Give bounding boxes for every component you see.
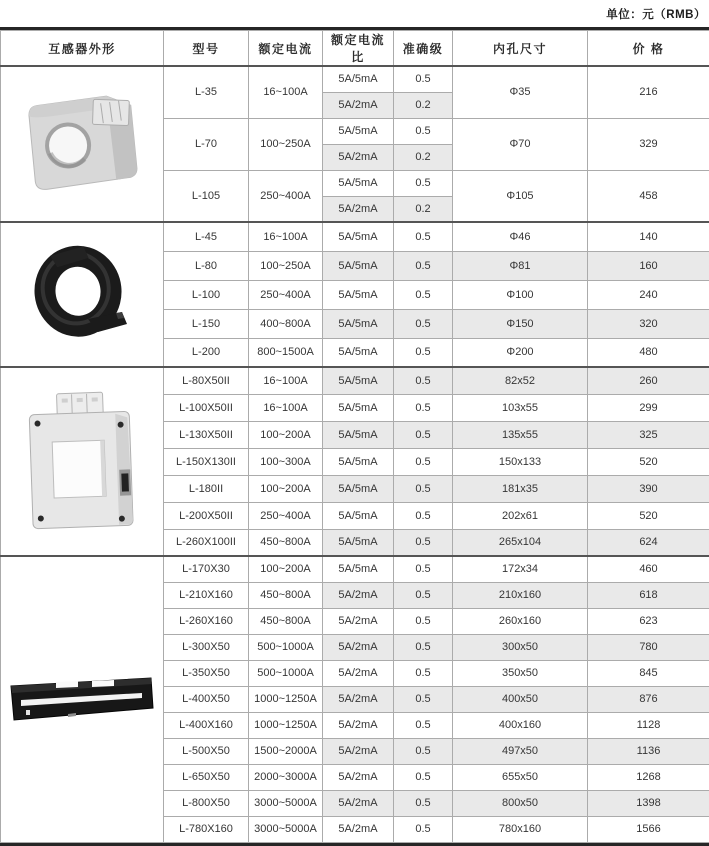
- accuracy-class-cell: 0.5: [394, 475, 453, 502]
- price-cell: 260: [588, 367, 709, 394]
- accuracy-class-cell: 0.5: [394, 582, 453, 608]
- hole-size-cell: 400x50: [453, 686, 588, 712]
- model-cell: L-70: [164, 118, 249, 170]
- accuracy-class-cell: 0.5: [394, 251, 453, 280]
- rated-current-cell: 16~100A: [249, 367, 323, 394]
- hole-size-cell: Φ81: [453, 251, 588, 280]
- model-cell: L-500X50: [164, 738, 249, 764]
- current-ratio-cell: 5A/5mA: [323, 448, 394, 475]
- rated-current-cell: 250~400A: [249, 170, 323, 222]
- model-cell: L-200: [164, 338, 249, 367]
- hole-size-cell: 300x50: [453, 634, 588, 660]
- model-cell: L-780X160: [164, 816, 249, 842]
- price-cell: 624: [588, 529, 709, 556]
- rated-current-cell: 100~200A: [249, 556, 323, 582]
- price-cell: 1566: [588, 816, 709, 842]
- model-cell: L-130X50II: [164, 421, 249, 448]
- current-ratio-cell: 5A/2mA: [323, 634, 394, 660]
- current-ratio-cell: 5A/5mA: [323, 170, 394, 196]
- hole-size-cell: 150x133: [453, 448, 588, 475]
- model-cell: L-80: [164, 251, 249, 280]
- rated-current-cell: 450~800A: [249, 608, 323, 634]
- price-cell: 320: [588, 309, 709, 338]
- current-ratio-cell: 5A/5mA: [323, 222, 394, 251]
- hole-size-cell: 172x34: [453, 556, 588, 582]
- accuracy-class-cell: 0.5: [394, 712, 453, 738]
- current-ratio-cell: 5A/5mA: [323, 475, 394, 502]
- rated-current-cell: 1000~1250A: [249, 712, 323, 738]
- hole-size-cell: 800x50: [453, 790, 588, 816]
- model-cell: L-300X50: [164, 634, 249, 660]
- model-cell: L-650X50: [164, 764, 249, 790]
- price-cell: 480: [588, 338, 709, 367]
- model-cell: L-800X50: [164, 790, 249, 816]
- price-cell: 325: [588, 421, 709, 448]
- product-photo-cell: [1, 66, 164, 222]
- current-ratio-cell: 5A/2mA: [323, 816, 394, 842]
- accuracy-class-cell: 0.5: [394, 816, 453, 842]
- current-ratio-cell: 5A/5mA: [323, 394, 394, 421]
- current-ratio-cell: 5A/5mA: [323, 251, 394, 280]
- current-ratio-cell: 5A/2mA: [323, 92, 394, 118]
- rated-current-cell: 3000~5000A: [249, 816, 323, 842]
- current-ratio-cell: 5A/2mA: [323, 196, 394, 222]
- accuracy-class-cell: 0.5: [394, 309, 453, 338]
- accuracy-class-cell: 0.5: [394, 421, 453, 448]
- current-ratio-cell: 5A/2mA: [323, 608, 394, 634]
- current-ratio-cell: 5A/2mA: [323, 738, 394, 764]
- current-ratio-cell: 5A/5mA: [323, 421, 394, 448]
- model-cell: L-35: [164, 66, 249, 118]
- rated-current-cell: 450~800A: [249, 529, 323, 556]
- accuracy-class-cell: 0.5: [394, 608, 453, 634]
- accuracy-class-cell: 0.5: [394, 66, 453, 92]
- accuracy-class-cell: 0.5: [394, 660, 453, 686]
- price-cell: 618: [588, 582, 709, 608]
- price-cell: 780: [588, 634, 709, 660]
- price-cell: 240: [588, 280, 709, 309]
- hole-size-cell: Φ70: [453, 118, 588, 170]
- hole-size-cell: Φ200: [453, 338, 588, 367]
- price-cell: 1128: [588, 712, 709, 738]
- rated-current-cell: 16~100A: [249, 222, 323, 251]
- current-ratio-cell: 5A/5mA: [323, 309, 394, 338]
- accuracy-class-cell: 0.5: [394, 502, 453, 529]
- hole-size-cell: Φ35: [453, 66, 588, 118]
- price-cell: 1398: [588, 790, 709, 816]
- current-ratio-cell: 5A/2mA: [323, 790, 394, 816]
- accuracy-class-cell: 0.2: [394, 196, 453, 222]
- price-cell: 460: [588, 556, 709, 582]
- unit-label: 单位：元（RMB）: [606, 6, 706, 22]
- product-photo-cell: [1, 367, 164, 556]
- hole-size-cell: Φ100: [453, 280, 588, 309]
- model-cell: L-105: [164, 170, 249, 222]
- accuracy-class-cell: 0.5: [394, 764, 453, 790]
- price-cell: 390: [588, 475, 709, 502]
- price-cell: 299: [588, 394, 709, 421]
- model-cell: L-100X50II: [164, 394, 249, 421]
- model-cell: L-100: [164, 280, 249, 309]
- hole-size-cell: Φ150: [453, 309, 588, 338]
- column-header-price: 价 格: [588, 31, 709, 67]
- rated-current-cell: 250~400A: [249, 502, 323, 529]
- rated-current-cell: 100~250A: [249, 118, 323, 170]
- hole-size-cell: Φ105: [453, 170, 588, 222]
- current-ratio-cell: 5A/5mA: [323, 529, 394, 556]
- product-photo-cell: [1, 222, 164, 367]
- transformer-table-body: [1, 66, 709, 842]
- busbar-slot-transformer-photo: [6, 670, 158, 726]
- rated-current-cell: 500~1000A: [249, 660, 323, 686]
- price-cell: 216: [588, 66, 709, 118]
- column-header-model: 型号: [164, 31, 249, 67]
- table-row: [1, 66, 709, 92]
- hole-size-cell: 103x55: [453, 394, 588, 421]
- price-cell: 160: [588, 251, 709, 280]
- table-frame: [0, 27, 709, 846]
- model-cell: L-150: [164, 309, 249, 338]
- model-cell: L-80X50II: [164, 367, 249, 394]
- rated-current-cell: 1500~2000A: [249, 738, 323, 764]
- price-cell: 1268: [588, 764, 709, 790]
- rated-current-cell: 100~250A: [249, 251, 323, 280]
- current-ratio-cell: 5A/2mA: [323, 660, 394, 686]
- hole-size-cell: 260x160: [453, 608, 588, 634]
- hole-size-cell: 780x160: [453, 816, 588, 842]
- price-cell: 845: [588, 660, 709, 686]
- product-photo-cell: [1, 556, 164, 842]
- price-cell: 329: [588, 118, 709, 170]
- table-row: [1, 367, 709, 394]
- rated-current-cell: 500~1000A: [249, 634, 323, 660]
- accuracy-class-cell: 0.5: [394, 686, 453, 712]
- current-ratio-cell: 5A/2mA: [323, 712, 394, 738]
- column-header-appearance: 互感器外形: [1, 31, 164, 67]
- accuracy-class-cell: 0.5: [394, 118, 453, 144]
- current-ratio-cell: 5A/5mA: [323, 118, 394, 144]
- accuracy-class-cell: 0.5: [394, 529, 453, 556]
- accuracy-class-cell: 0.5: [394, 790, 453, 816]
- accuracy-class-cell: 0.5: [394, 556, 453, 582]
- model-cell: L-45: [164, 222, 249, 251]
- rated-current-cell: 2000~3000A: [249, 764, 323, 790]
- price-cell: 623: [588, 608, 709, 634]
- hole-size-cell: 655x50: [453, 764, 588, 790]
- price-cell: 458: [588, 170, 709, 222]
- column-header-accuracy-class: 准确级: [394, 31, 453, 67]
- model-cell: L-400X160: [164, 712, 249, 738]
- accuracy-class-cell: 0.5: [394, 448, 453, 475]
- rated-current-cell: 1000~1250A: [249, 686, 323, 712]
- rated-current-cell: 16~100A: [249, 66, 323, 118]
- price-cell: 520: [588, 502, 709, 529]
- table-row: [1, 556, 709, 582]
- rated-current-cell: 100~200A: [249, 475, 323, 502]
- accuracy-class-cell: 0.5: [394, 222, 453, 251]
- price-cell: 140: [588, 222, 709, 251]
- accuracy-class-cell: 0.5: [394, 394, 453, 421]
- model-cell: L-210X160: [164, 582, 249, 608]
- rated-current-cell: 400~800A: [249, 309, 323, 338]
- hole-size-cell: Φ46: [453, 222, 588, 251]
- accuracy-class-cell: 0.5: [394, 738, 453, 764]
- rated-current-cell: 3000~5000A: [249, 790, 323, 816]
- rated-current-cell: 250~400A: [249, 280, 323, 309]
- accuracy-class-cell: 0.5: [394, 170, 453, 196]
- accuracy-class-cell: 0.5: [394, 634, 453, 660]
- column-header-current-ratio: 额定电流比: [323, 31, 394, 67]
- round-hole-box-transformer-photo: [18, 90, 146, 196]
- hole-size-cell: 265x104: [453, 529, 588, 556]
- hole-size-cell: 350x50: [453, 660, 588, 686]
- hole-size-cell: 497x50: [453, 738, 588, 764]
- column-header-rated-current: 额定电流: [249, 31, 323, 67]
- current-ratio-cell: 5A/5mA: [323, 66, 394, 92]
- current-ratio-cell: 5A/2mA: [323, 582, 394, 608]
- model-cell: L-350X50: [164, 660, 249, 686]
- hole-size-cell: 210x160: [453, 582, 588, 608]
- rated-current-cell: 100~300A: [249, 448, 323, 475]
- hole-size-cell: 181x35: [453, 475, 588, 502]
- model-cell: L-180II: [164, 475, 249, 502]
- price-cell: 1136: [588, 738, 709, 764]
- accuracy-class-cell: 0.5: [394, 367, 453, 394]
- hole-size-cell: 400x160: [453, 712, 588, 738]
- transformer-price-table: [0, 30, 709, 843]
- hole-size-cell: 202x61: [453, 502, 588, 529]
- hole-size-cell: 135x55: [453, 421, 588, 448]
- current-ratio-cell: 5A/2mA: [323, 144, 394, 170]
- price-cell: 520: [588, 448, 709, 475]
- current-ratio-cell: 5A/5mA: [323, 367, 394, 394]
- header-row: [1, 31, 709, 67]
- accuracy-class-cell: 0.2: [394, 144, 453, 170]
- rated-current-cell: 16~100A: [249, 394, 323, 421]
- current-ratio-cell: 5A/2mA: [323, 686, 394, 712]
- rated-current-cell: 800~1500A: [249, 338, 323, 367]
- model-cell: L-400X50: [164, 686, 249, 712]
- table-row: [1, 222, 709, 251]
- price-cell: 876: [588, 686, 709, 712]
- hole-size-cell: 82x52: [453, 367, 588, 394]
- square-frame-transformer-photo: [23, 385, 141, 535]
- accuracy-class-cell: 0.5: [394, 338, 453, 367]
- model-cell: L-170X30: [164, 556, 249, 582]
- rated-current-cell: 100~200A: [249, 421, 323, 448]
- current-ratio-cell: 5A/5mA: [323, 502, 394, 529]
- accuracy-class-cell: 0.5: [394, 280, 453, 309]
- model-cell: L-200X50II: [164, 502, 249, 529]
- model-cell: L-150X130II: [164, 448, 249, 475]
- model-cell: L-260X160: [164, 608, 249, 634]
- model-cell: L-260X100II: [164, 529, 249, 556]
- current-ratio-cell: 5A/5mA: [323, 280, 394, 309]
- current-ratio-cell: 5A/5mA: [323, 556, 394, 582]
- current-ratio-cell: 5A/2mA: [323, 764, 394, 790]
- column-header-hole-size: 内孔尺寸: [453, 31, 588, 67]
- accuracy-class-cell: 0.2: [394, 92, 453, 118]
- toroidal-ring-transformer-photo: [30, 239, 134, 347]
- table-header: [1, 31, 709, 67]
- current-ratio-cell: 5A/5mA: [323, 338, 394, 367]
- rated-current-cell: 450~800A: [249, 582, 323, 608]
